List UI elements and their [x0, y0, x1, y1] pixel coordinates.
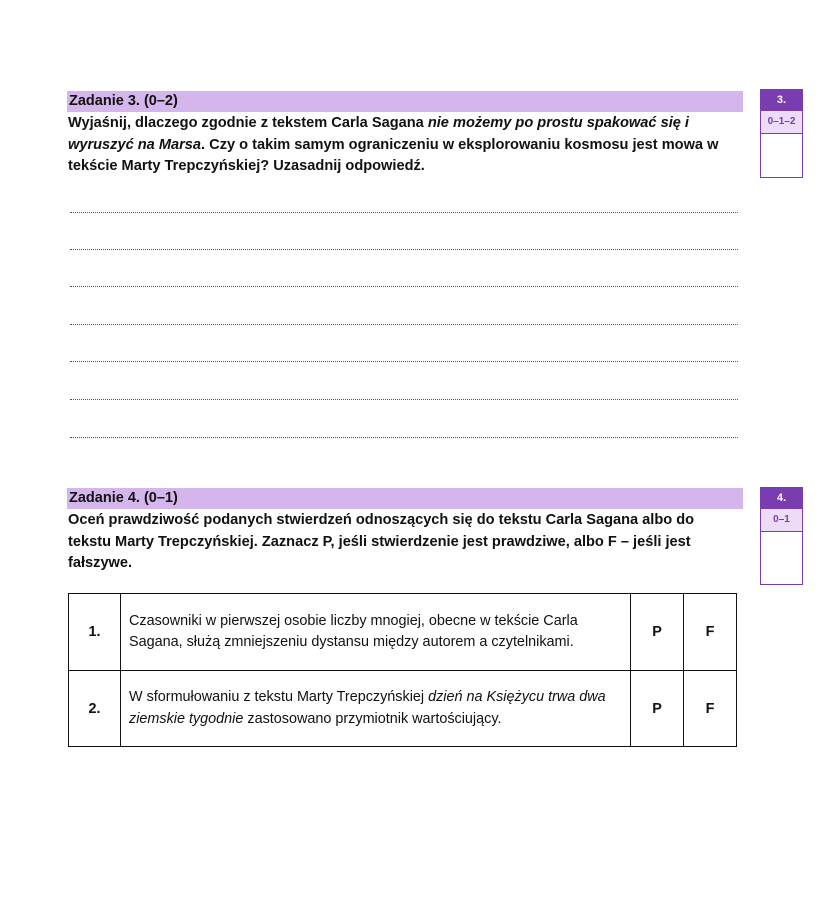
option-true[interactable]: P [631, 671, 684, 747]
row-number: 1. [69, 594, 121, 671]
task-3-header: Zadanie 3. (0–2) [67, 91, 743, 112]
statement-part1: W sformułowaniu z tekstu Marty Trepczyńskiej [129, 689, 429, 705]
answer-line[interactable] [70, 399, 738, 400]
statement-text [121, 671, 631, 747]
answer-line[interactable] [70, 324, 738, 325]
true-false-table [68, 593, 737, 747]
task-3-instruction-quote: nie możemy po prostu spakować się i wyruszyć na Marsa [68, 115, 689, 153]
task-3-score-field[interactable] [761, 134, 802, 177]
task-4-instruction: Oceń prawdziwość podanych stwierdzeń odnoszących się do tekstu Carla Sagana albo do tekstu Marty Trepczyńskiej. Zaznacz P, jeśli stwierdzenie jest prawdziwe, albo F – jeśli jest fałszywe. [68, 512, 695, 571]
table-row [69, 671, 737, 747]
option-true[interactable]: P [631, 594, 684, 671]
answer-line[interactable] [70, 249, 738, 250]
task-4-score-field[interactable] [761, 532, 802, 584]
task-3-score-box [760, 89, 803, 178]
task-4-score-number: 4. [761, 488, 802, 509]
statement-part3: zastosowano przymiotnik wartościujący. [243, 710, 502, 727]
row-number: 2. [69, 671, 121, 747]
task-4-score-range: 0–1 [761, 509, 802, 532]
task-4-header: Zadanie 4. (0–1) [67, 488, 743, 509]
option-false[interactable]: F [684, 671, 737, 747]
table-row [69, 594, 737, 671]
task-3-score-number: 3. [761, 90, 802, 111]
option-false[interactable]: F [684, 594, 737, 671]
answer-line[interactable] [70, 437, 738, 438]
task-3-score-range: 0–1–2 [761, 111, 802, 134]
task-3-instruction-part1: Wyjaśnij, dlaczego zgodnie z tekstem Carla Sagana [68, 115, 428, 131]
answer-line[interactable] [70, 361, 738, 362]
task-3-instruction [68, 113, 740, 178]
task-3-instruction-part3: . Czy o takim samym ograniczeniu w eksplorowaniu kosmosu jest mowa w tekście Marty Trepczyńskiej? Uzasadnij odpowiedź. [68, 136, 719, 174]
answer-line[interactable] [70, 212, 738, 213]
statement-quote: dzień na Księżycu trwa dwa ziemskie tygodnie [129, 689, 606, 727]
task-4-score-box [760, 487, 803, 585]
statement-text: Czasowniki w pierwszej osobie liczby mnogiej, obecne w tekście Carla Sagana, służą zmniejszeniu dystansu między autorem a czytelnikami. [121, 594, 631, 671]
answer-line[interactable] [70, 286, 738, 287]
